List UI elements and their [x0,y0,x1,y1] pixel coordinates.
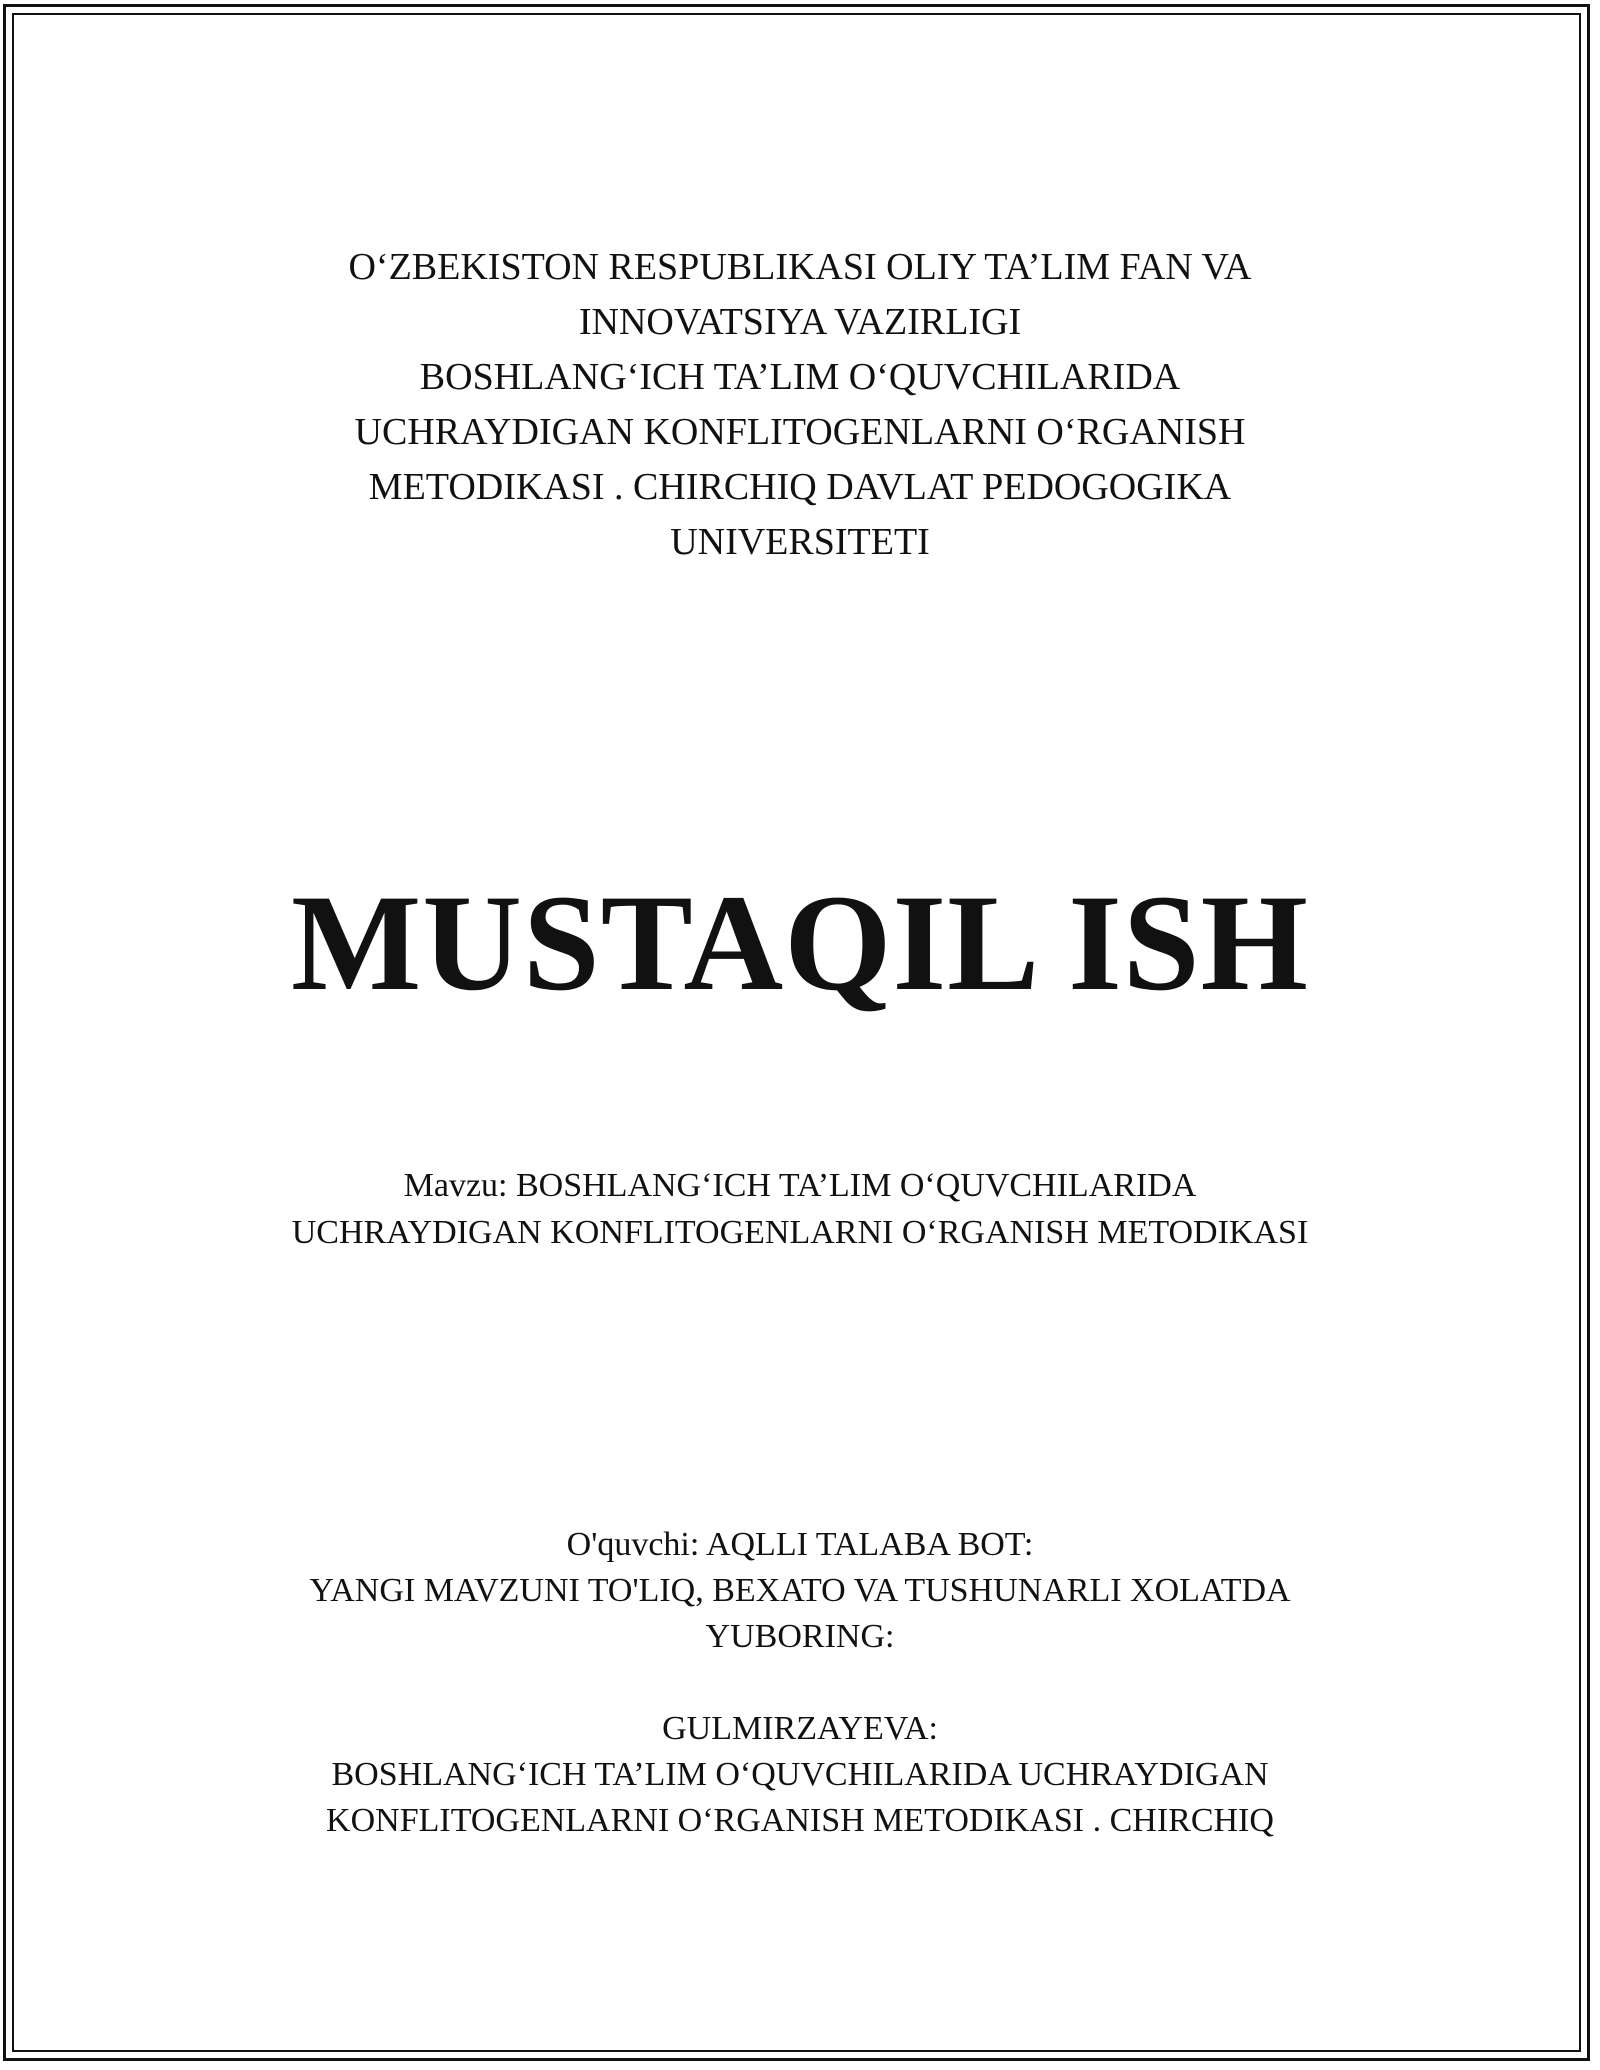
header-line: UCHRAYDIGAN KONFLITOGENLARNI O‘RGANISH [354,411,1246,453]
header-line: METODIKASI . CHIRCHIQ DAVLAT PEDOGOGIKA [368,466,1232,508]
student-line: YANGI MAVZUNI TO'LIQ, BEXATO VA TUSHUNARLI XOLATDA [309,1572,1291,1609]
header-line: O‘ZBEKISTON RESPUBLIKASI OLIY TA’LIM FAN VA [348,246,1252,288]
topic-block [0,1162,1600,1256]
student-line: O'quvchi: AQLLI TALABA BOT: [566,1526,1034,1563]
ministry-header [0,240,1600,570]
student-block [0,1522,1600,1844]
topic-line: UCHRAYDIGAN KONFLITOGENLARNI O‘RGANISH METODIKASI [291,1214,1309,1251]
spacer [0,1660,1600,1706]
student-line: GULMIRZAYEVA: [662,1710,938,1747]
header-line: BOSHLANG‘ICH TA’LIM O‘QUVCHILARIDA [419,356,1181,398]
document-title: MUSTAQIL ISH [291,866,1309,1019]
header-line: INNOVATSIYA VAZIRLIGI [578,301,1022,343]
topic-line: Mavzu: BOSHLANG‘ICH TA’LIM O‘QUVCHILARIDA [403,1167,1197,1204]
header-line: UNIVERSITETI [670,521,930,563]
student-line: KONFLITOGENLARNI O‘RGANISH METODIKASI . CHIRCHIQ [326,1802,1274,1839]
student-line: YUBORING: [705,1618,895,1655]
student-line: BOSHLANG‘ICH TA’LIM O‘QUVCHILARIDA UCHRAYDIGAN [331,1756,1269,1793]
